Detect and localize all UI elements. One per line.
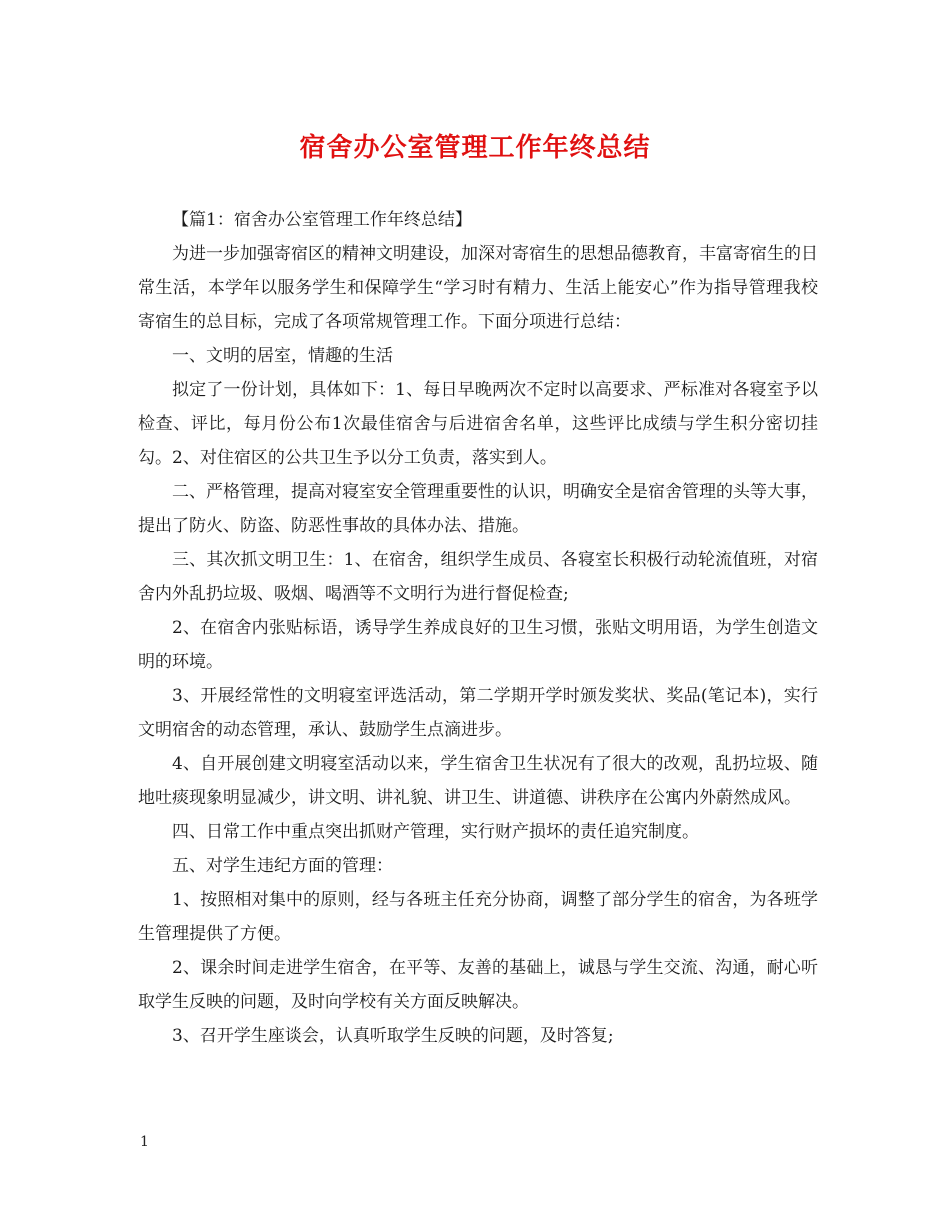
paragraph: 四、日常工作中重点突出抓财产管理，实行财产损坏的责任追究制度。: [172, 822, 699, 842]
paragraph: 3、召开学生座谈会，认真听取学生反映的问题，及时答复;: [172, 1026, 614, 1046]
paragraph: 2、在宿舍内张贴标语，诱导学生养成良好的卫生习惯，张贴文明用语，为学生创造文明的环境。: [138, 618, 818, 672]
paragraph: 五、对学生违纪方面的管理：: [172, 856, 393, 876]
section-heading: 【篇1：宿舍办公室管理工作年终总结】: [172, 210, 472, 230]
paragraph: 拟定了一份计划，具体如下：1、每日早晚两次不定时以高要求、严标准对各寝室予以检查、评比，每月份公布1次最佳宿舍与后进宿舍名单，这些评比成绩与学生积分密切挂勾。2、对住宿区的公共卫生予以分工负责，落实到人。: [138, 380, 818, 468]
paragraph: 3、开展经常性的文明寝室评选活动，第二学期开学时颁发奖状、奖品(笔记本)，实行文明宿舍的动态管理，承认、鼓励学生点滴进步。: [138, 686, 818, 740]
paragraph: 1、按照相对集中的原则，经与各班主任充分协商，调整了部分学生的宿舍，为各班学生管理提供了方便。: [138, 890, 818, 944]
page-number: 1: [140, 1134, 149, 1150]
document-title: 宿舍办公室管理工作年终总结: [299, 133, 651, 163]
paragraph: 一、文明的居室，情趣的生活: [172, 346, 393, 366]
paragraph: 三、其次抓文明卫生：1、在宿舍，组织学生成员、各寝室长积极行动轮流值班，对宿舍内外乱扔垃圾、吸烟、喝酒等不文明行为进行督促检查;: [138, 550, 818, 604]
paragraph: 二、严格管理，提高对寝室安全管理重要性的认识，明确安全是宿舍管理的头等大事，提出了防火、防盗、防恶性事故的具体办法、措施。: [138, 482, 818, 536]
document-body: [138, 203, 818, 1053]
paragraph: 2、课余时间走进学生宿舍，在平等、友善的基础上，诚恳与学生交流、沟通，耐心听取学生反映的问题，及时向学校有关方面反映解决。: [138, 958, 818, 1012]
paragraph: 为进一步加强寄宿区的精神文明建设，加深对寄宿生的思想品德教育，丰富寄宿生的日常生活，本学年以服务学生和保障学生“学习时有精力、生活上能安心”作为指导管理我校寄宿生的总目标，完成了各项常规管理工作。下面分项进行总结：: [138, 244, 818, 332]
paragraph: 4、自开展创建文明寝室活动以来，学生宿舍卫生状况有了很大的改观，乱扔垃圾、随地吐痰现象明显减少，讲文明、讲礼貌、讲卫生、讲道德、讲秩序在公寓内外蔚然成风。: [138, 754, 818, 808]
